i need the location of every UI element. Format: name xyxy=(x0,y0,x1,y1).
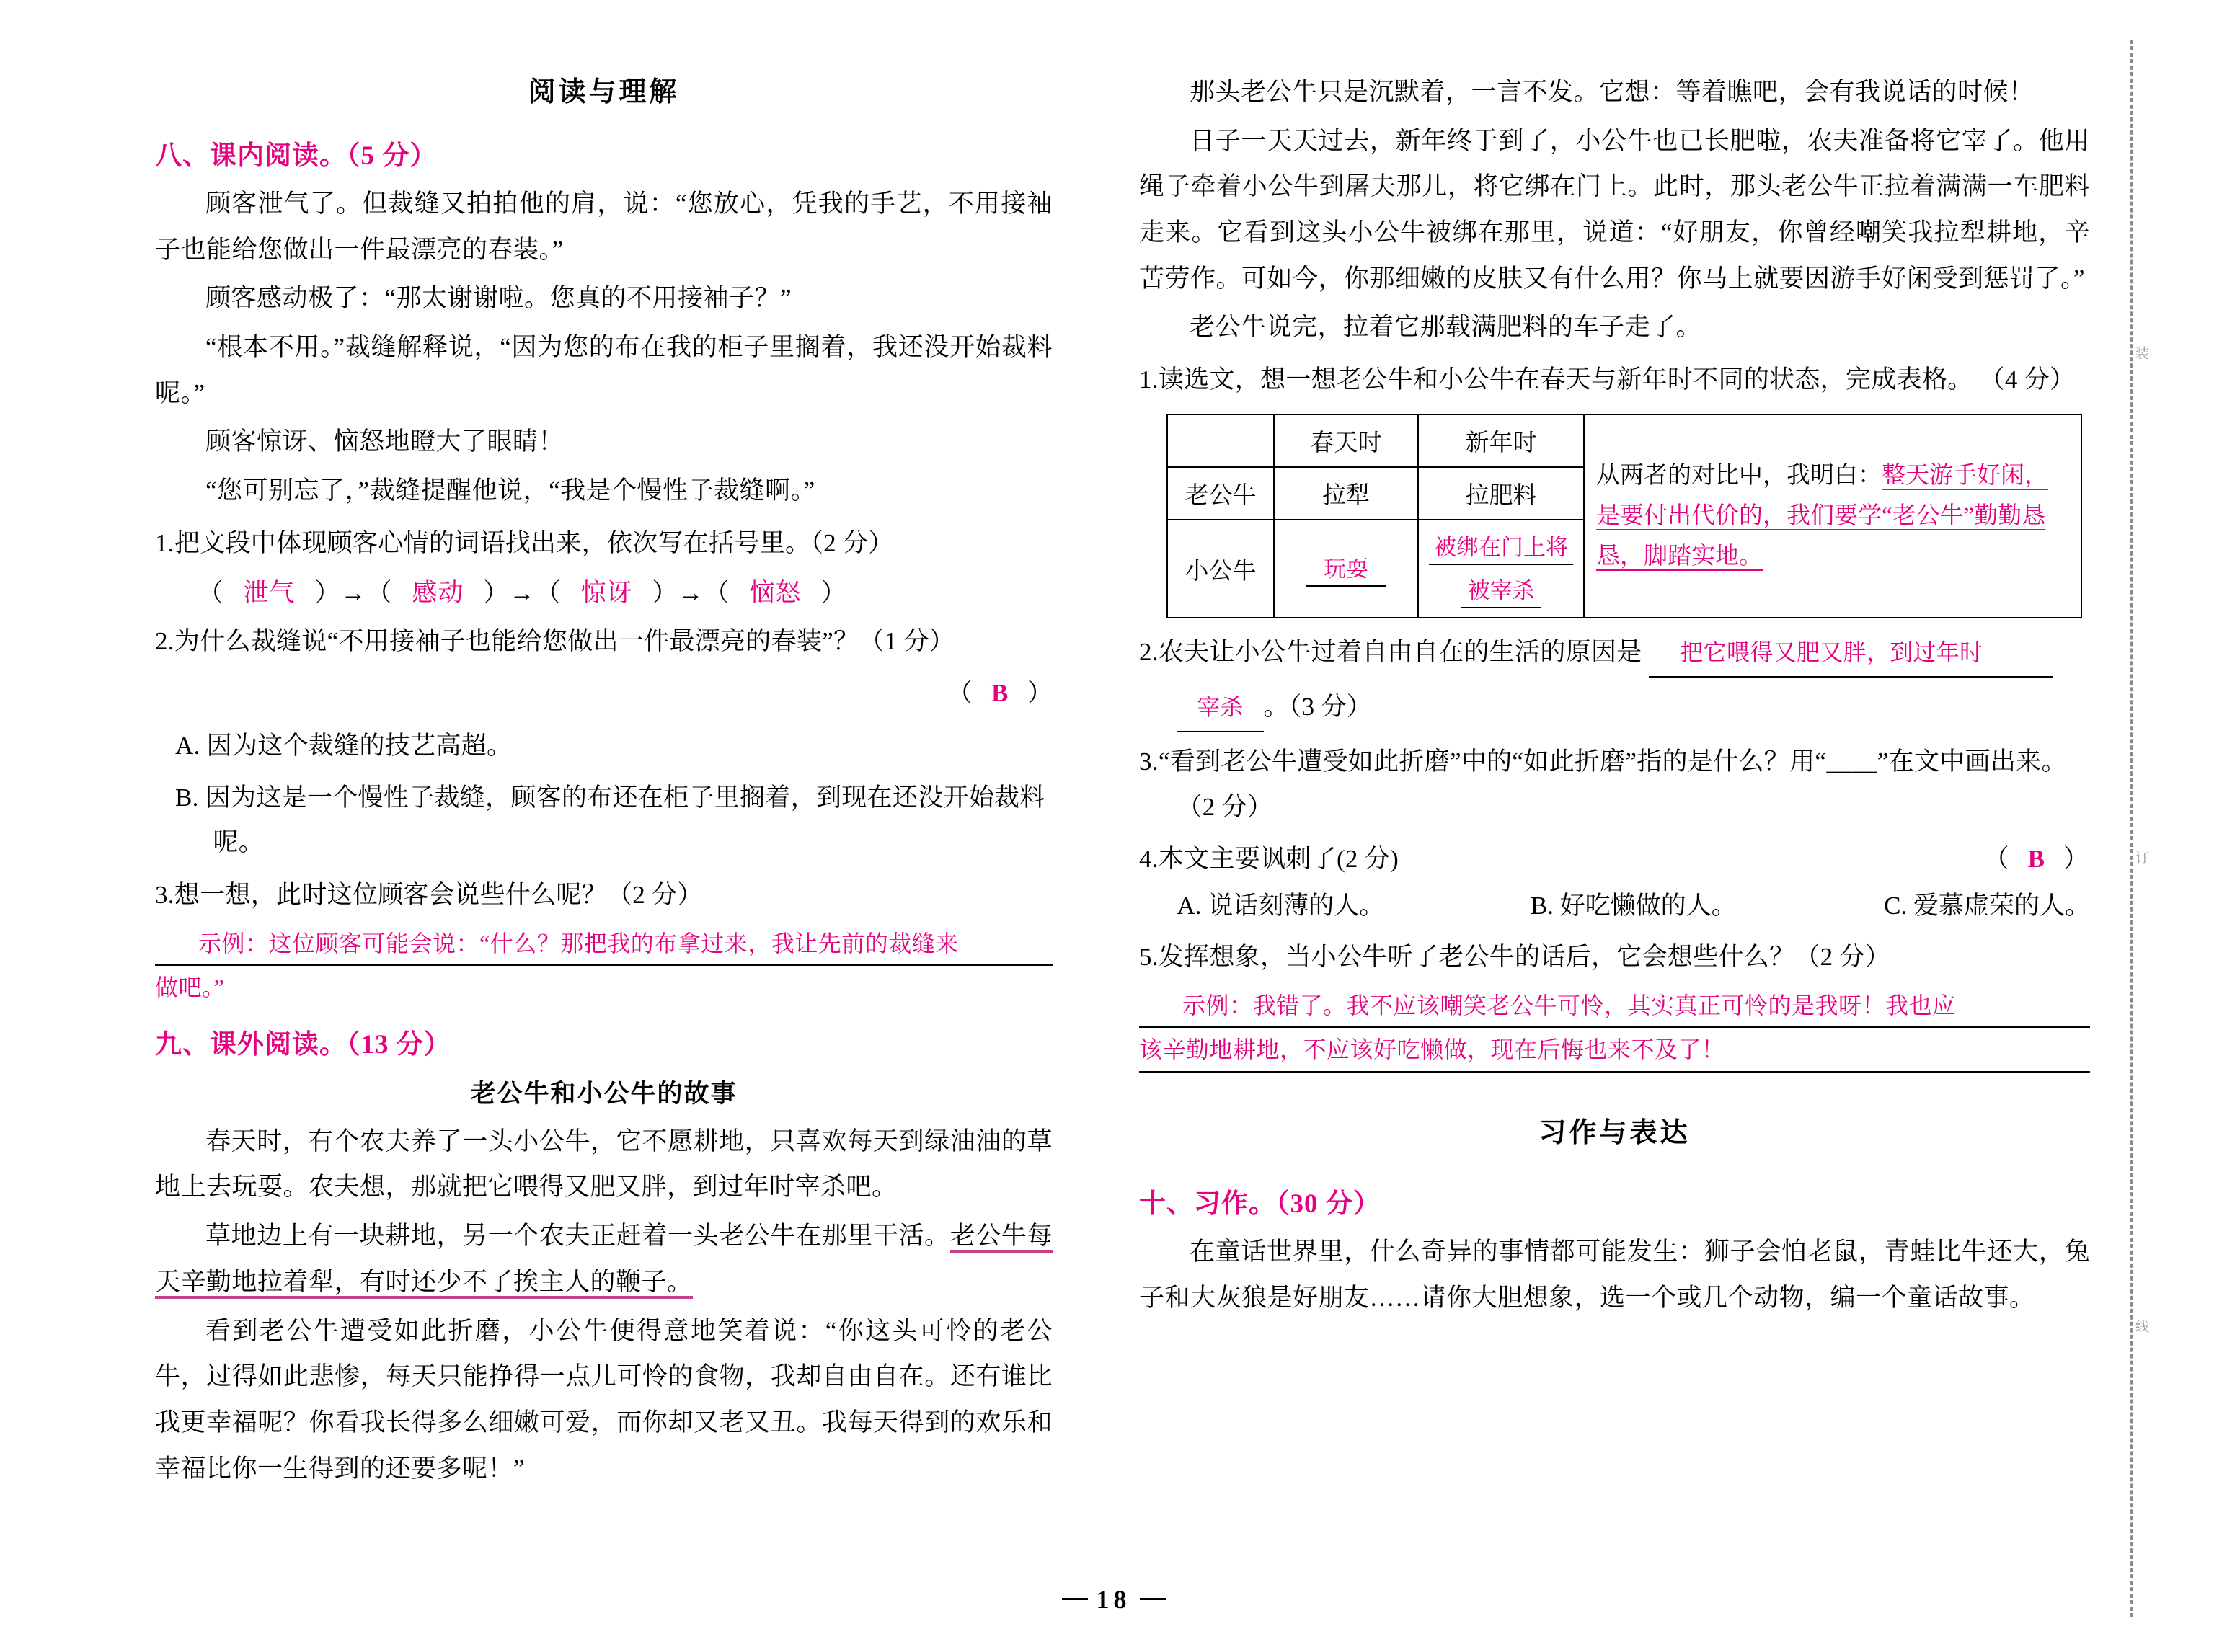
q9-item-4-option-a[interactable]: A. 说话刻薄的人。 xyxy=(1177,892,1385,920)
q9-item-4-options xyxy=(1139,884,2090,928)
q9-item-1 xyxy=(1139,358,2090,402)
q8-item-2-option-b[interactable]: B. 因为这是一个慢性子裁缝，顾客的布还在柜子里搁着，到现在还没开始裁料呢。 xyxy=(175,783,1045,857)
q8-chain-answer-4[interactable]: 恼怒 xyxy=(749,579,802,608)
q9-item-5-answer-area[interactable] xyxy=(1139,984,2090,1073)
q9-passage-p1: 春天时，有个农夫养了一头小公牛，它不愿耕地，只喜欢每天到绿油油的草地上去玩耍。农夫想，那就把它喂得又肥又胖，到过年时宰杀吧。 xyxy=(155,1127,1053,1202)
q9-item-4-text: 本文主要讽刺了(2 分) xyxy=(1158,844,1399,873)
question-8-heading-label: 八、课内阅读。 xyxy=(155,141,347,170)
q8-item-1-answer-chain: （ 泄气 ）→（ 感动 ）→（ 惊讶 ）→（ 恼怒 ） xyxy=(155,573,1053,609)
table-header-newyear: 新年时 xyxy=(1418,414,1584,467)
table-header-spring: 春天时 xyxy=(1274,414,1418,467)
table-cell-old-bull-spring: 拉犁 xyxy=(1274,467,1418,520)
table-corner-cell xyxy=(1167,414,1274,467)
q9-underlined-sentence: 老公牛每天辛勤地拉着犁，有时还少不了挨主人的鞭子。 xyxy=(155,1222,1053,1299)
q9-item-2-text-before: 农夫让小公牛过着自由自在的生活的原因是 xyxy=(1158,638,1642,667)
young-bull-newyear-answer-line1[interactable]: 被绑在门上将 xyxy=(1429,529,1573,565)
q9-passage-p3: 看到老公牛遭受如此折磨，小公牛便得意地笑着说：“你这头可怜的老公牛，过得如此悲惨，每天只能挣得一点儿可怜的食物，我却自由自在。还有谁比我更幸福呢？你看我长得多么细嫩可爱，而你却又老又丑。我每天得到的欢乐和幸福比你一生得到的还要多呢！” xyxy=(155,1316,1053,1483)
q9-item-2-answer-part1[interactable]: 把它喂得又肥又胖，到过年时 xyxy=(1649,632,2053,678)
seam-mark-3: 线 xyxy=(2133,1319,2148,1333)
q9-item-2-number: 2. xyxy=(1139,638,1159,667)
q9-item-3-text: “看到老公牛遭受如此折磨”中的“如此折磨”指的是什么？用“＿＿”在文中画出来。（2 分） xyxy=(1158,747,2067,821)
question-10-heading-label: 十、习作。 xyxy=(1139,1188,1276,1218)
q8-item-1-text: 把文段中体现顾客心情的词语找出来，依次写在括号里。（2 分） xyxy=(174,528,894,557)
q9-article-title: 老公牛和小公牛的故事 xyxy=(470,1079,738,1108)
writing-section-banner: 习作与表达 xyxy=(1538,1117,1691,1148)
q8-item-3 xyxy=(155,873,1053,918)
table-cell-young-bull-spring[interactable] xyxy=(1274,520,1418,618)
table-note-answer[interactable]: 整天游手好闲，是要付出代价的，我们要学“老公牛”勤勤恳恳，脚踏实地。 xyxy=(1596,463,2048,570)
q8-passage-p2: 顾客感动极了：“那太谢谢啦。您真的不用接袖子？” xyxy=(205,284,792,313)
question-10-heading xyxy=(1139,1181,2090,1220)
q9-item-2 xyxy=(1139,630,2090,678)
q8-item-3-answer-area[interactable] xyxy=(155,922,1053,1009)
q8-item-2-text: 为什么裁缝说“不用接袖子也能给您做出一件最漂亮的春装”？（1 分） xyxy=(174,627,955,656)
page-number xyxy=(0,1584,2227,1615)
q9-item-3-number: 3. xyxy=(1139,747,1159,776)
q8-item-3-answer-line-2[interactable]: 做吧。” xyxy=(155,974,225,1001)
q9-passage-p2: 草地边上有一块耕地，另一个农夫正赶着一头老公牛在那里干活。老公牛每天辛勤地拉着犁，有时还少不了挨主人的鞭子。 xyxy=(155,1213,1053,1305)
table-note-cell xyxy=(1584,414,2081,618)
q9-item-2-answer-part2[interactable]: 宰杀 xyxy=(1177,687,1264,732)
q9-item-5 xyxy=(1139,935,2090,980)
q8-chain-answer-2[interactable]: 感动 xyxy=(412,579,464,608)
q9-item-4 xyxy=(1139,837,2090,881)
q9-item-4-answer[interactable]: B xyxy=(2027,844,2046,873)
question-9-heading xyxy=(155,1022,1053,1061)
table-row-label-young-bull: 小公牛 xyxy=(1167,520,1274,618)
table-row-label-old-bull: 老公牛 xyxy=(1167,467,1274,520)
q8-passage-p5: “您可别忘了，”裁缝提醒他说，“我是个慢性子裁缝啊。” xyxy=(205,476,815,505)
q9-passage-r1: 那头老公牛只是沉默着，一言不发。它想：等着瞧吧，会有我说话的时候！ xyxy=(1190,78,2035,106)
young-bull-spring-answer[interactable]: 玩耍 xyxy=(1306,551,1386,587)
q9-item-1-text: 读选文，想一想老公牛和小公牛在春天与新年时不同的状态，完成表格。 xyxy=(1158,365,1973,394)
table-cell-old-bull-newyear: 拉肥料 xyxy=(1418,467,1584,520)
q9-item-4-option-b[interactable]: B. 好吃懒做的人。 xyxy=(1530,892,1737,920)
right-column xyxy=(1096,0,2227,1652)
q9-item-4-option-c[interactable]: C. 爱慕虚荣的人。 xyxy=(1884,892,2091,920)
table-header-row xyxy=(1167,414,2081,467)
seam-mark-2: 订 xyxy=(2133,851,2148,865)
q8-item-2-number: 2. xyxy=(155,627,174,656)
q8-item-3-number: 3. xyxy=(155,880,174,909)
q9-passage-r3: 老公牛说完，拉着它那载满肥料的车子走了。 xyxy=(1190,313,1702,342)
q8-item-2-answer[interactable]: B xyxy=(991,679,1009,708)
q9-item-4-answer-bracket: （ B ） xyxy=(1983,844,2090,873)
q8-passage-p3: “根本不用。”裁缝解释说，“因为您的布在我的柜子里搁着，我还没开始裁料呢。” xyxy=(155,333,1053,407)
q10-prompt: 在童话世界里，什么奇异的事情都可能发生：狮子会怕老鼠，青蛙比牛还大，兔子和大灰狼是好朋友……请你大胆想象，选一个或几个动物，编一个童话故事。 xyxy=(1139,1237,2090,1312)
q9-item-2-text-after: 。（3 分） xyxy=(1263,693,1373,721)
q8-passage-p4: 顾客惊讶、恼怒地瞪大了眼睛！ xyxy=(205,427,565,456)
question-8-heading xyxy=(155,133,1053,172)
q9-passage-r2: 日子一天天过去，新年终于到了，小公牛也已长肥啦，农夫准备将它宰了。他用绳子牵着小公牛到屠夫那儿，将它绑在门上。此时，那头老公牛正拉着满满一车肥料走来。它看到这头小公牛被绑在那里，说道：“好朋友，你曾经嘲笑我拉犁耕地，辛苦劳作。可如今，你那细嫩的皮肤又有什么用？你马上就要因游手好闲受到惩罚了。” xyxy=(1139,126,2090,293)
binding-seam-line xyxy=(2130,40,2133,1617)
reading-section-banner: 阅读与理解 xyxy=(528,77,680,107)
left-column xyxy=(0,0,1096,1652)
comparison-table xyxy=(1166,414,2082,618)
young-bull-newyear-answer-line2[interactable]: 被宰杀 xyxy=(1461,572,1541,608)
table-note-prefix: 从两者的对比中，我明白： xyxy=(1596,463,1882,489)
q8-item-1-number: 1. xyxy=(155,528,174,557)
q9-item-1-points: （4 分） xyxy=(1979,365,2076,394)
table-cell-young-bull-newyear[interactable] xyxy=(1418,520,1584,618)
q8-chain-answer-3[interactable]: 惊讶 xyxy=(580,579,633,608)
page-number-value: 18 xyxy=(1096,1585,1131,1614)
q8-item-1 xyxy=(155,521,1053,566)
q9-item-3 xyxy=(1139,740,2090,830)
q8-item-3-answer-line-1[interactable]: 示例：这位顾客可能会说：“什么？那把我的布拿过来，我让先前的裁缝来 xyxy=(155,922,1053,966)
q8-item-2 xyxy=(155,619,1053,664)
q8-item-3-text: 想一想，此时这位顾客会说些什么呢？（2 分） xyxy=(174,880,703,909)
q9-item-5-number: 5. xyxy=(1139,942,1159,971)
q9-item-5-answer-line-2[interactable]: 该辛勤地耕地，不应该好吃懒做，现在后悔也来不及了！ xyxy=(1139,1028,2090,1072)
page-number-rule-left xyxy=(1062,1598,1088,1600)
q9-item-2-answer-line2 xyxy=(1139,685,2090,732)
q8-chain-answer-1[interactable]: 泄气 xyxy=(243,579,296,608)
q8-item-2-option-a[interactable]: A. 因为这个裁缝的技艺高超。 xyxy=(175,731,513,760)
question-9-heading-label: 九、课外阅读。 xyxy=(155,1029,347,1059)
q9-item-5-answer-line-1[interactable]: 示例：我错了。我不应该嘲笑老公牛可怜，其实真正可怜的是我呀！我也应 xyxy=(1139,984,2090,1028)
page-number-rule-right xyxy=(1140,1598,1166,1600)
seam-mark-1: 装 xyxy=(2133,346,2148,360)
question-8-points: （5 分） xyxy=(347,141,438,171)
q9-item-4-number: 4. xyxy=(1139,844,1159,873)
q9-item-5-text: 发挥想象，当小公牛听了老公牛的话后，它会想些什么？（2 分） xyxy=(1158,942,1891,971)
q8-item-2-answer-bracket: （ B ） xyxy=(947,679,1053,708)
q8-passage-p1: 顾客泄气了。但裁缝又拍拍他的肩，说：“您放心，凭我的手艺，不用接袖子也能给您做出一件最漂亮的春装。” xyxy=(155,190,1053,264)
question-9-points: （13 分） xyxy=(347,1029,451,1060)
q9-item-1-number: 1. xyxy=(1139,365,1159,394)
question-10-points: （30 分） xyxy=(1276,1189,1381,1219)
